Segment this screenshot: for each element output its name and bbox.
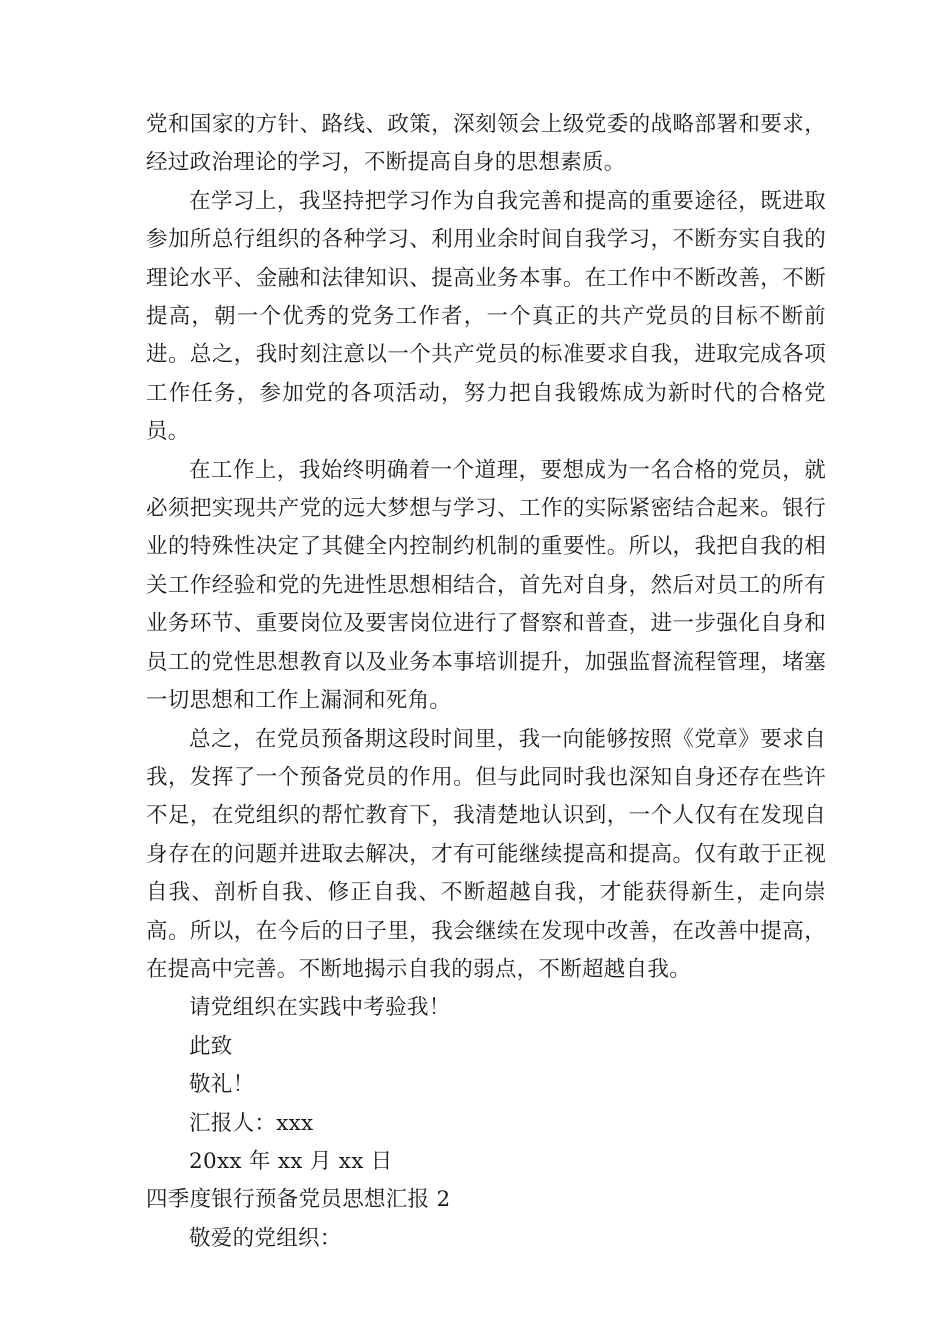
closing-salute-1: 此致 xyxy=(189,1033,233,1059)
next-report-title: 四季度银行预备党员思想汇报 2 xyxy=(146,1187,451,1213)
salutation: 敬爱的党组织： xyxy=(189,1225,342,1251)
closing-salute-2: 敬礼！ xyxy=(189,1072,255,1098)
report-date: 20xx 年 xx 月 xx 日 xyxy=(189,1148,393,1174)
reporter-signature: 汇报人：xxx xyxy=(189,1110,314,1136)
paragraph-summary: 总之，在党员预备期这段时间里，我一向能够按照《党章》要求自我，发挥了一个预备党员的作用。但与此同时我也深知自身还存在些许不足，在党组织的帮忙教育下，我清楚地认识到，一个人仅有在发现自身存在的问题并进取去解决，才有可能继续提高和提高。仅有敢于正视自我、剖析自我、修正自我、不断超越自我，才能获得新生，走向崇高。所以，在今后的日子里，我会继续在发现中改善，在改善中提高，在提高中完善。不断地揭示自我的弱点，不断超越自我。 xyxy=(146,726,826,982)
paragraph-work: 在工作上，我始终明确着一个道理，要想成为一名合格的党员，就必须把实现共产党的远大梦想与学习、工作的实际紧密结合起来。银行业的特殊性决定了其健全内控制约机制的重要性。所以，我把自我的相关工作经验和党的先进性思想相结合，首先对自身，然后对员工的所有业务环节、重要岗位及要害岗位进行了督察和普查，进一步强化自身和员工的党性思想教育以及业务本事培训提升，加强监督流程管理，堵塞一切思想和工作上漏洞和死角。 xyxy=(146,457,826,714)
paragraph-study: 在学习上，我坚持把学习作为自我完善和提高的重要途径，既进取参加所总行组织的各种学习、利用业余时间自我学习，不断夯实自我的理论水平、金融和法律知识、提高业务本事。在工作中不断改善，不断提高，朝一个优秀的党务工作者，一个真正的共产党员的目标不断前进。总之，我时刻注意以一个共产党员的标准要求自我，进取完成各项工作任务，参加党的各项活动，努力把自我锻炼成为新时代的合格党员。 xyxy=(146,188,826,445)
request-line: 请党组织在实践中考验我！ xyxy=(189,995,451,1021)
document-body xyxy=(146,106,826,1258)
paragraph-continued: 党和国家的方针、路线、政策，深刻领会上级党委的战略部署和要求，经过政治理论的学习，不断提高自身的思想素质。 xyxy=(146,112,826,176)
